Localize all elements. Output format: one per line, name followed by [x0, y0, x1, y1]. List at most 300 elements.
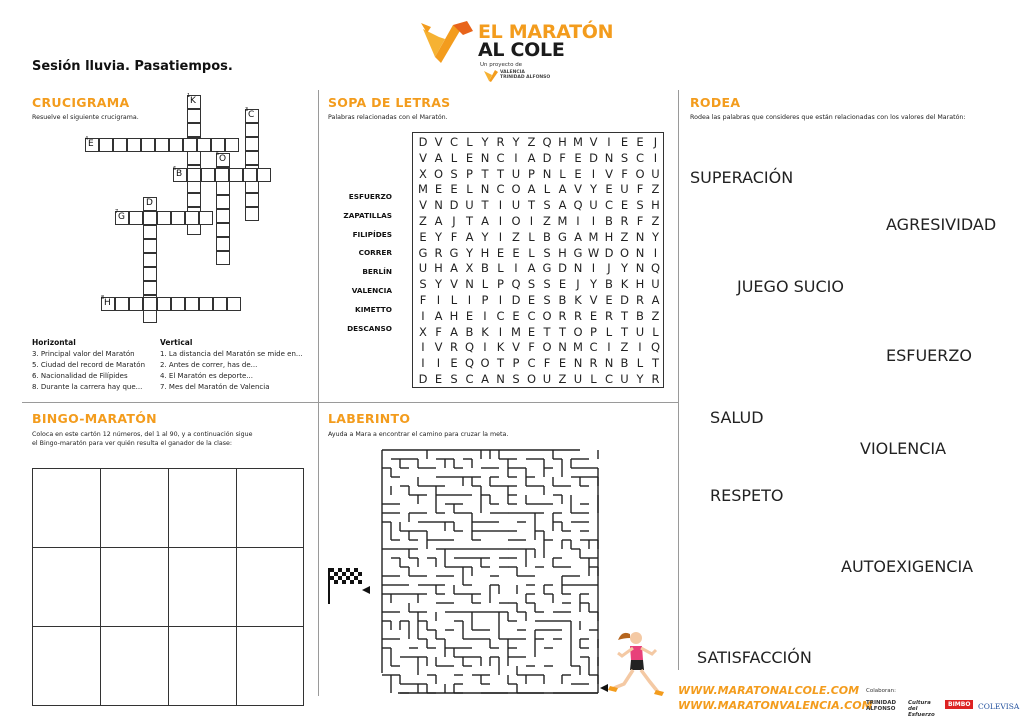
word-search-letter[interactable]: Z	[620, 340, 629, 355]
word-search-letter[interactable]: A	[527, 261, 536, 276]
word-search-letter[interactable]: F	[543, 356, 551, 371]
word-search-letter[interactable]: D	[418, 135, 428, 149]
word-search-letter[interactable]: M	[573, 135, 583, 149]
word-search-letter[interactable]: Y	[512, 135, 520, 149]
word-search-letter[interactable]: Q	[511, 277, 521, 292]
word-search-letter[interactable]: A	[481, 214, 489, 228]
word-search-letter[interactable]: H	[635, 277, 645, 292]
rodea-word-violencia[interactable]: VIOLENCIA	[860, 439, 947, 458]
word-search-letter[interactable]: R	[558, 308, 567, 323]
word-search-letter[interactable]: B	[636, 308, 644, 323]
word-search-letter[interactable]: U	[620, 372, 629, 386]
word-search-letter[interactable]: N	[465, 277, 474, 292]
footer-link-maratonalcole[interactable]: WWW.MARATONALCOLE.COM	[678, 684, 860, 697]
word-search-letter[interactable]: M	[588, 229, 599, 244]
word-search-letter[interactable]: D	[418, 372, 428, 386]
crossword-cell[interactable]	[211, 138, 225, 152]
word-search-letter[interactable]: V	[434, 340, 443, 355]
word-search-letter[interactable]: R	[434, 245, 443, 260]
word-search-letter[interactable]: I	[498, 324, 503, 339]
word-search-letter[interactable]: Y	[481, 135, 489, 149]
word-search-letter[interactable]: Z	[543, 214, 551, 228]
word-search-letter[interactable]: Z	[620, 229, 629, 244]
word-search-letter[interactable]: V	[450, 277, 458, 292]
word-search-letter[interactable]: U	[573, 372, 583, 386]
word-search-letter[interactable]: E	[527, 293, 536, 307]
word-search-letter[interactable]: N	[480, 150, 490, 165]
crossword-cell[interactable]	[143, 253, 157, 267]
word-search-letter[interactable]: E	[620, 135, 629, 149]
crossword-cell[interactable]	[169, 138, 183, 152]
word-search-letter[interactable]: O	[511, 214, 521, 228]
word-search-letter[interactable]: S	[636, 198, 644, 213]
crossword-cell[interactable]	[113, 138, 127, 152]
word-search-letter[interactable]: R	[589, 356, 598, 371]
word-search-letter[interactable]: U	[635, 324, 645, 339]
word-search-letter[interactable]: T	[481, 166, 489, 181]
crossword-cell[interactable]	[143, 225, 157, 239]
word-search-letter[interactable]: N	[573, 261, 583, 276]
word-search-letter[interactable]: Y	[481, 229, 489, 244]
word-search-letter[interactable]: A	[434, 214, 443, 228]
word-search-letter[interactable]: Y	[465, 245, 474, 260]
crossword-cell[interactable]	[187, 151, 201, 165]
crossword-cell[interactable]	[171, 297, 185, 311]
rodea-word-juego-sucio[interactable]: JUEGO SUCIO	[737, 277, 844, 296]
word-search-letter[interactable]: E	[605, 182, 613, 197]
word-search-letter[interactable]: E	[434, 372, 443, 386]
word-search-letter[interactable]: I	[638, 340, 642, 355]
word-search-letter[interactable]: P	[481, 293, 489, 307]
word-search-letter[interactable]: W	[587, 245, 600, 260]
crossword-cell[interactable]	[257, 168, 271, 182]
word-search-letter[interactable]: T	[558, 324, 567, 339]
word-search-letter[interactable]: L	[497, 261, 504, 276]
word-search-letter[interactable]: I	[653, 150, 658, 165]
word-search-letter[interactable]: L	[652, 324, 659, 339]
word-search-letter[interactable]: E	[527, 324, 536, 339]
crossword-cell[interactable]	[229, 168, 243, 182]
word-search-letter[interactable]: C	[496, 150, 505, 165]
word-search-letter[interactable]: Z	[419, 214, 427, 228]
crossword-cell[interactable]	[187, 168, 201, 182]
word-search-letter[interactable]: I	[591, 261, 596, 276]
word-search-letter[interactable]: Q	[464, 356, 475, 371]
crossword-cell[interactable]	[143, 309, 157, 323]
crossword-cell[interactable]	[155, 138, 169, 152]
word-search-letter[interactable]: I	[514, 261, 518, 276]
word-search-letter[interactable]: D	[558, 261, 567, 276]
word-search-letter[interactable]: S	[419, 277, 427, 292]
word-search-letter[interactable]: N	[635, 245, 645, 260]
word-search-letter[interactable]: F	[621, 166, 628, 181]
word-search-letter[interactable]: V	[419, 150, 427, 165]
word-search-letter[interactable]: N	[434, 198, 443, 213]
word-search-letter[interactable]: I	[483, 340, 487, 355]
word-search-letter[interactable]: K	[481, 324, 489, 339]
word-search-letter[interactable]: G	[418, 245, 428, 260]
word-search-letter[interactable]: H	[558, 135, 567, 149]
word-search-letter[interactable]: Z	[512, 229, 520, 244]
word-search-letter[interactable]: Y	[589, 277, 598, 292]
word-search-letter[interactable]: T	[620, 324, 629, 339]
word-search-letter[interactable]: I	[498, 198, 503, 213]
crossword-cell[interactable]	[227, 297, 241, 311]
word-search-letter[interactable]: L	[466, 182, 473, 197]
word-search-letter[interactable]: M	[511, 324, 521, 339]
word-search-letter[interactable]: B	[620, 356, 629, 371]
word-search-letter[interactable]: E	[465, 150, 474, 165]
word-search-letter[interactable]: Y	[620, 261, 629, 276]
crossword-cell[interactable]	[157, 211, 171, 225]
word-search-letter[interactable]: Q	[650, 261, 661, 276]
word-search-letter[interactable]: T	[496, 166, 505, 181]
word-search-letter[interactable]: K	[620, 277, 629, 292]
word-search-letter[interactable]: E	[512, 308, 520, 323]
word-search-letter[interactable]: M	[557, 214, 568, 228]
word-search-letter[interactable]: P	[512, 356, 520, 371]
word-search-letter[interactable]: Q	[542, 135, 552, 149]
word-search-letter[interactable]: Z	[527, 135, 536, 149]
word-search-letter[interactable]: C	[635, 150, 645, 165]
word-search-letter[interactable]: I	[421, 340, 425, 355]
word-search-letter[interactable]: N	[604, 150, 614, 165]
crossword-cell[interactable]	[216, 223, 230, 237]
word-search-letter[interactable]: A	[527, 182, 536, 197]
word-search-letter[interactable]: Z	[651, 214, 660, 228]
word-search-letter[interactable]: H	[604, 229, 614, 244]
word-search-letter[interactable]: R	[620, 214, 629, 228]
word-search-letter[interactable]: A	[434, 150, 443, 165]
word-search-letter[interactable]: A	[481, 372, 489, 386]
word-search-letter[interactable]: B	[605, 214, 613, 228]
word-search-letter[interactable]: C	[604, 372, 614, 386]
crossword-cell[interactable]	[213, 297, 227, 311]
crossword-cell[interactable]	[245, 207, 259, 221]
word-search-letter[interactable]: L	[636, 356, 644, 371]
word-search-letter[interactable]: B	[558, 293, 567, 307]
word-search-letter[interactable]: A	[465, 229, 474, 244]
word-search-letter[interactable]: I	[607, 340, 611, 355]
crossword-cell[interactable]	[215, 168, 229, 182]
word-search-letter[interactable]: S	[543, 245, 551, 260]
word-search-letter[interactable]: K	[496, 340, 505, 355]
word-search-letter[interactable]: Q	[650, 340, 661, 355]
word-search-letter[interactable]: X	[419, 166, 427, 181]
crossword-cell[interactable]	[99, 138, 113, 152]
word-search-letter[interactable]: N	[558, 340, 567, 355]
word-search-letter[interactable]: L	[605, 324, 613, 339]
word-search-letter[interactable]: C	[496, 308, 505, 323]
word-search-letter[interactable]: K	[574, 293, 582, 307]
word-search-letter[interactable]: C	[465, 372, 474, 386]
word-search-letter[interactable]: M	[573, 340, 583, 355]
word-search-letter[interactable]: F	[419, 293, 427, 307]
word-search-letter[interactable]: I	[653, 245, 658, 260]
word-search-letter[interactable]: A	[574, 229, 582, 244]
word-search-letter[interactable]: L	[528, 245, 535, 260]
word-search-letter[interactable]: F	[528, 340, 535, 355]
word-search-letter[interactable]: I	[436, 356, 441, 371]
word-search-letter[interactable]: A	[450, 261, 458, 276]
rodea-word-salud[interactable]: SALUD	[710, 408, 764, 427]
crossword-cell[interactable]	[185, 297, 199, 311]
crossword-cell[interactable]	[143, 297, 157, 311]
rodea-word-agresividad[interactable]: AGRESIVIDAD	[886, 215, 997, 234]
word-search-letter[interactable]: O	[433, 166, 444, 181]
word-search-letter[interactable]: H	[558, 245, 567, 260]
crossword-cell[interactable]	[197, 138, 211, 152]
word-search-letter[interactable]: U	[651, 166, 660, 181]
word-search-letter[interactable]: E	[605, 293, 613, 307]
word-search-letter[interactable]: H	[651, 198, 660, 213]
word-search-letter[interactable]: Y	[589, 182, 598, 197]
word-search-letter[interactable]: Q	[573, 198, 583, 213]
word-search-letter[interactable]: Z	[651, 308, 660, 323]
crossword-cell[interactable]	[185, 211, 199, 225]
word-search-letter[interactable]: S	[543, 198, 551, 213]
word-search-letter[interactable]: E	[419, 229, 427, 244]
crossword-cell[interactable]	[216, 195, 230, 209]
crossword-cell[interactable]	[115, 297, 129, 311]
crossword-cell[interactable]	[127, 138, 141, 152]
word-search-letter[interactable]: V	[589, 293, 598, 307]
crossword-cell[interactable]	[143, 239, 157, 253]
word-search-letter[interactable]: O	[542, 340, 552, 355]
word-search-letter[interactable]: E	[450, 356, 458, 371]
word-search-letter[interactable]: R	[605, 308, 613, 323]
crossword-cell[interactable]	[225, 138, 239, 152]
crossword-cell[interactable]	[243, 168, 257, 182]
word-search-letter[interactable]: O	[635, 166, 645, 181]
word-search-letter[interactable]: N	[604, 356, 614, 371]
crossword-cell[interactable]	[129, 297, 143, 311]
word-search-letter[interactable]: P	[497, 277, 504, 292]
word-search-letter[interactable]: R	[636, 293, 644, 307]
word-search-letter[interactable]: C	[527, 308, 536, 323]
crossword-cell[interactable]	[187, 123, 201, 137]
crossword-cell[interactable]	[187, 193, 201, 207]
word-search-letter[interactable]: C	[449, 135, 459, 149]
crossword-cell[interactable]	[216, 209, 230, 223]
word-search-letter[interactable]: L	[528, 229, 535, 244]
word-search-letter[interactable]: E	[512, 245, 520, 260]
word-search-letter[interactable]: Z	[558, 372, 567, 386]
word-search-letter[interactable]: N	[496, 372, 505, 386]
word-search-letter[interactable]: J	[607, 261, 611, 276]
word-search-letter[interactable]: I	[514, 150, 518, 165]
crossword-cell[interactable]	[216, 237, 230, 251]
word-search-letter[interactable]: D	[449, 198, 459, 213]
word-search-letter[interactable]: F	[435, 324, 442, 339]
word-search-letter[interactable]: L	[481, 277, 489, 292]
word-search-letter[interactable]: V	[434, 135, 443, 149]
crossword-cell[interactable]	[143, 267, 157, 281]
word-search-letter[interactable]: U	[620, 182, 629, 197]
word-search-letter[interactable]: T	[481, 198, 489, 213]
word-search-letter[interactable]: T	[465, 214, 474, 228]
footer-link-maratonvalencia[interactable]: WWW.MARATONVALENCIA.COM	[678, 699, 873, 712]
crossword-cell[interactable]	[216, 251, 230, 265]
word-search-letter[interactable]: A	[558, 198, 567, 213]
word-search-letter[interactable]: I	[498, 214, 503, 228]
rodea-word-satisfaccion[interactable]: SATISFACCIÓN	[697, 648, 812, 667]
word-search-letter[interactable]: P	[590, 324, 597, 339]
word-search-letter[interactable]: T	[527, 198, 536, 213]
word-search-letter[interactable]: D	[589, 150, 598, 165]
word-search-letter[interactable]: Y	[651, 229, 660, 244]
word-search-letter[interactable]: F	[636, 214, 644, 228]
word-search-letter[interactable]: G	[558, 229, 567, 244]
word-search-letter[interactable]: A	[558, 182, 567, 197]
word-search-letter[interactable]: R	[450, 340, 458, 355]
rodea-word-respeto[interactable]: RESPETO	[710, 486, 784, 505]
word-search-letter[interactable]: I	[467, 293, 472, 307]
word-search-letter[interactable]: V	[589, 135, 598, 149]
word-search-letter[interactable]: E	[636, 135, 644, 149]
word-search-letter[interactable]: I	[529, 214, 534, 228]
word-search-letter[interactable]: U	[418, 261, 428, 276]
word-search-letter[interactable]: A	[651, 293, 660, 307]
word-search-letter[interactable]: L	[590, 372, 597, 386]
word-search-letter[interactable]: H	[434, 261, 443, 276]
word-search-letter[interactable]: N	[635, 261, 645, 276]
word-search-letter[interactable]: F	[450, 229, 458, 244]
word-search-letter[interactable]: O	[511, 182, 521, 197]
word-search-letter[interactable]: V	[419, 198, 427, 213]
word-search-letter[interactable]: E	[589, 308, 598, 323]
word-search-letter[interactable]: T	[543, 324, 551, 339]
word-search-letter[interactable]: L	[450, 293, 458, 307]
word-search-letter[interactable]: Q	[464, 340, 475, 355]
word-search-letter[interactable]: O	[542, 308, 552, 323]
word-search-letter[interactable]: J	[576, 277, 580, 292]
word-search-letter[interactable]: D	[604, 245, 614, 260]
crossword-cell[interactable]	[143, 281, 157, 295]
word-search-letter[interactable]: O	[573, 324, 583, 339]
word-search-letter[interactable]: Z	[651, 182, 660, 197]
word-search-letter[interactable]: O	[480, 356, 490, 371]
word-search-letter[interactable]: R	[574, 308, 582, 323]
word-search-letter[interactable]: Y	[434, 277, 443, 292]
crossword-cell[interactable]	[183, 138, 197, 152]
word-search-letter[interactable]: G	[542, 261, 552, 276]
word-search-letter[interactable]: E	[558, 356, 567, 371]
word-search-letter[interactable]: O	[526, 372, 537, 386]
word-search-letter[interactable]: U	[651, 277, 660, 292]
word-search-letter[interactable]: H	[480, 245, 490, 260]
word-search-letter[interactable]: B	[605, 277, 613, 292]
crossword-cell[interactable]	[245, 151, 259, 165]
word-search-letter[interactable]: I	[576, 214, 580, 228]
word-search-letter[interactable]: G	[449, 245, 459, 260]
word-search-letter[interactable]: I	[498, 229, 503, 244]
crossword-cell[interactable]	[129, 211, 143, 225]
word-search-letter[interactable]: N	[480, 182, 490, 197]
word-search-letter[interactable]: V	[605, 166, 613, 181]
word-search-letter[interactable]: U	[511, 198, 521, 213]
word-search-letter[interactable]: S	[450, 166, 458, 181]
word-search-letter[interactable]: L	[559, 166, 566, 181]
word-search-letter[interactable]: X	[419, 324, 427, 339]
word-search-letter[interactable]: L	[450, 150, 458, 165]
word-search-letter[interactable]: J	[452, 214, 456, 228]
crossword-cell[interactable]	[216, 181, 230, 195]
word-search-letter[interactable]: R	[496, 135, 505, 149]
word-search-letter[interactable]: X	[465, 261, 474, 276]
word-search-letter[interactable]: L	[543, 182, 551, 197]
word-search-letter[interactable]: B	[481, 261, 489, 276]
word-search-letter[interactable]: H	[449, 308, 459, 323]
word-search-letter[interactable]: I	[498, 293, 503, 307]
rodea-word-autoexigencia[interactable]: AUTOEXIGENCIA	[841, 557, 974, 576]
word-search-letter[interactable]: C	[496, 182, 505, 197]
word-search-letter[interactable]: I	[421, 356, 425, 371]
word-search-letter[interactable]: G	[573, 245, 583, 260]
crossword-cell[interactable]	[245, 137, 259, 151]
word-search-letter[interactable]: U	[589, 198, 598, 213]
word-search-letter[interactable]: F	[559, 150, 566, 165]
word-search-letter[interactable]: S	[512, 372, 520, 386]
word-search-letter[interactable]: N	[573, 356, 583, 371]
crossword-cell[interactable]	[245, 123, 259, 137]
word-search-letter[interactable]: T	[496, 356, 505, 371]
word-search-letter[interactable]: A	[434, 308, 443, 323]
word-search-letter[interactable]: E	[574, 150, 582, 165]
word-search-letter[interactable]: A	[527, 150, 536, 165]
word-search-letter[interactable]: Y	[434, 229, 443, 244]
word-search-letter[interactable]: I	[436, 293, 441, 307]
crossword-cell[interactable]	[245, 193, 259, 207]
word-search-letter[interactable]: S	[450, 372, 458, 386]
word-search-letter[interactable]: E	[465, 308, 474, 323]
word-search-letter[interactable]: S	[543, 277, 551, 292]
word-search-letter[interactable]: E	[496, 245, 505, 260]
word-search-letter[interactable]: C	[527, 356, 536, 371]
rodea-word-superacion[interactable]: SUPERACIÓN	[690, 168, 794, 187]
word-search-letter[interactable]: C	[604, 198, 614, 213]
word-search-letter[interactable]: E	[558, 277, 567, 292]
crossword-cell[interactable]	[187, 109, 201, 123]
word-search-letter[interactable]: U	[542, 372, 552, 386]
crossword-cell[interactable]	[199, 211, 213, 225]
word-search-letter[interactable]: B	[543, 229, 551, 244]
word-search-letter[interactable]: U	[465, 198, 474, 213]
crossword-cell[interactable]	[157, 297, 171, 311]
word-search-letter[interactable]: E	[434, 182, 443, 197]
word-search-letter[interactable]: A	[450, 324, 458, 339]
word-search-letter[interactable]: C	[589, 340, 598, 355]
word-search-letter[interactable]: D	[542, 150, 552, 165]
word-search-letter[interactable]: J	[653, 135, 658, 149]
word-search-letter[interactable]: T	[620, 308, 629, 323]
word-search-letter[interactable]: O	[619, 245, 630, 260]
word-search-letter[interactable]: L	[466, 135, 473, 149]
word-search-letter[interactable]: M	[418, 182, 428, 197]
word-search-letter[interactable]: I	[607, 135, 611, 149]
word-search-letter[interactable]: I	[483, 308, 487, 323]
word-search-letter[interactable]: B	[465, 324, 474, 339]
word-search-letter[interactable]: I	[591, 166, 596, 181]
word-search-letter[interactable]: E	[620, 198, 629, 213]
word-search-letter[interactable]: U	[511, 166, 521, 181]
word-search-letter[interactable]: N	[542, 166, 552, 181]
word-search-letter[interactable]: V	[574, 182, 582, 197]
word-search-letter[interactable]: P	[466, 166, 473, 181]
crossword-cell[interactable]	[171, 211, 185, 225]
word-search-letter[interactable]: N	[635, 229, 645, 244]
word-search-letter[interactable]: V	[512, 340, 520, 355]
